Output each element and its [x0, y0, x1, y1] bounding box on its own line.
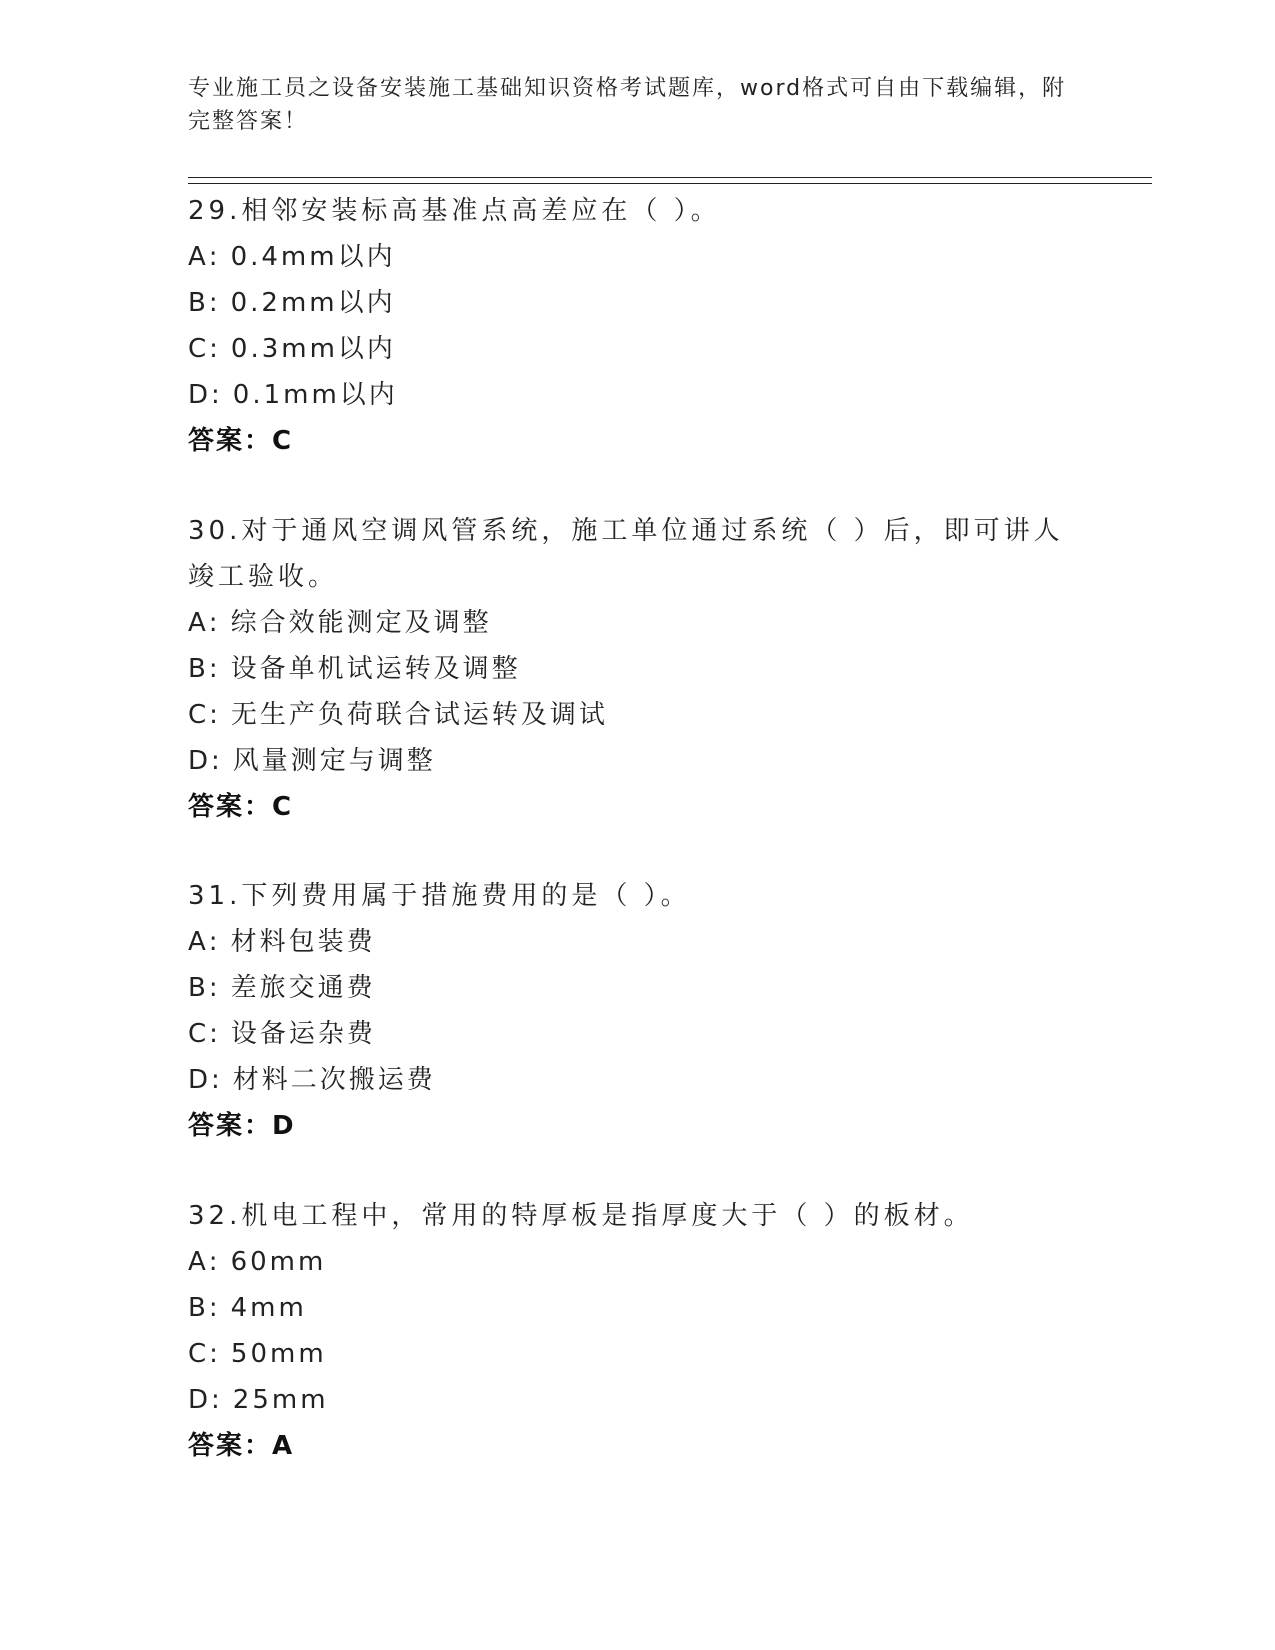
- question-text: 30.对于通风空调风管系统，施工单位通过系统（ ）后，即可讲人竣工验收。: [188, 516, 1064, 592]
- option-text: 设备运杂费: [230, 1019, 376, 1049]
- option-label: A: [188, 608, 209, 638]
- option-text: 设备单机试运转及调整: [230, 654, 521, 684]
- option-text: 0.1mm以内: [232, 380, 398, 410]
- option-label: C: [188, 1019, 210, 1049]
- option-c: C: 无生产负荷联合试运转及调试: [188, 692, 1088, 738]
- option-c: C: 50mm: [188, 1331, 1088, 1377]
- option-label: A: [188, 242, 209, 272]
- option-label: A: [188, 1247, 209, 1277]
- option-label: B: [188, 288, 209, 318]
- answer-line: 答案：A: [188, 1431, 295, 1461]
- option-text: 0.4mm以内: [230, 242, 396, 272]
- answer-line: 答案：C: [188, 426, 294, 456]
- option-d: D: 0.1mm以内: [188, 372, 1088, 418]
- option-text: 材料包装费: [230, 927, 376, 957]
- option-d: D: 25mm: [188, 1377, 1088, 1423]
- option-label: D: [188, 1385, 212, 1415]
- option-label: D: [188, 746, 212, 776]
- option-text: 0.3mm以内: [230, 334, 396, 364]
- option-text: 25mm: [232, 1385, 329, 1415]
- option-d: D: 材料二次搬运费: [188, 1057, 1088, 1103]
- option-text: 风量测定与调整: [232, 746, 436, 776]
- option-label: B: [188, 1293, 209, 1323]
- question-29: [188, 188, 1088, 464]
- option-c: C: 0.3mm以内: [188, 326, 1088, 372]
- header-divider-top: [188, 177, 1152, 178]
- option-label: C: [188, 334, 210, 364]
- option-text: 4mm: [230, 1293, 307, 1323]
- option-text: 综合效能测定及调整: [230, 608, 492, 638]
- option-text: 60mm: [230, 1247, 327, 1277]
- option-a: A: 材料包装费: [188, 919, 1088, 965]
- option-label: B: [188, 973, 209, 1003]
- option-label: B: [188, 654, 209, 684]
- option-b: B: 差旅交通费: [188, 965, 1088, 1011]
- option-c: C: 设备运杂费: [188, 1011, 1088, 1057]
- question-32: [188, 1193, 1088, 1469]
- question-text: 32.机电工程中，常用的特厚板是指厚度大于（ ）的板材。: [188, 1201, 974, 1231]
- document-header: 专业施工员之设备安装施工基础知识资格考试题库，word格式可自由下载编辑，附完整答案！: [188, 76, 1067, 134]
- answer-line: 答案：C: [188, 792, 294, 822]
- option-text: 材料二次搬运费: [232, 1065, 436, 1095]
- option-a: A: 0.4mm以内: [188, 234, 1088, 280]
- option-text: 50mm: [230, 1339, 327, 1369]
- header-divider-bottom: [188, 183, 1152, 184]
- option-label: C: [188, 700, 210, 730]
- option-a: A: 60mm: [188, 1239, 1088, 1285]
- option-text: 无生产负荷联合试运转及调试: [230, 700, 608, 730]
- question-text: 29.相邻安装标高基准点高差应在（ ）。: [188, 196, 721, 226]
- option-text: 0.2mm以内: [230, 288, 396, 318]
- answer-line: 答案：D: [188, 1111, 296, 1141]
- option-label: D: [188, 1065, 212, 1095]
- option-b: B: 4mm: [188, 1285, 1088, 1331]
- question-30: [188, 508, 1088, 830]
- option-label: A: [188, 927, 209, 957]
- option-label: C: [188, 1339, 210, 1369]
- option-label: D: [188, 380, 212, 410]
- question-31: [188, 873, 1088, 1149]
- option-d: D: 风量测定与调整: [188, 738, 1088, 784]
- option-a: A: 综合效能测定及调整: [188, 600, 1088, 646]
- option-text: 差旅交通费: [230, 973, 376, 1003]
- question-text: 31.下列费用属于措施费用的是（ ）。: [188, 881, 691, 911]
- option-b: B: 0.2mm以内: [188, 280, 1088, 326]
- option-b: B: 设备单机试运转及调整: [188, 646, 1088, 692]
